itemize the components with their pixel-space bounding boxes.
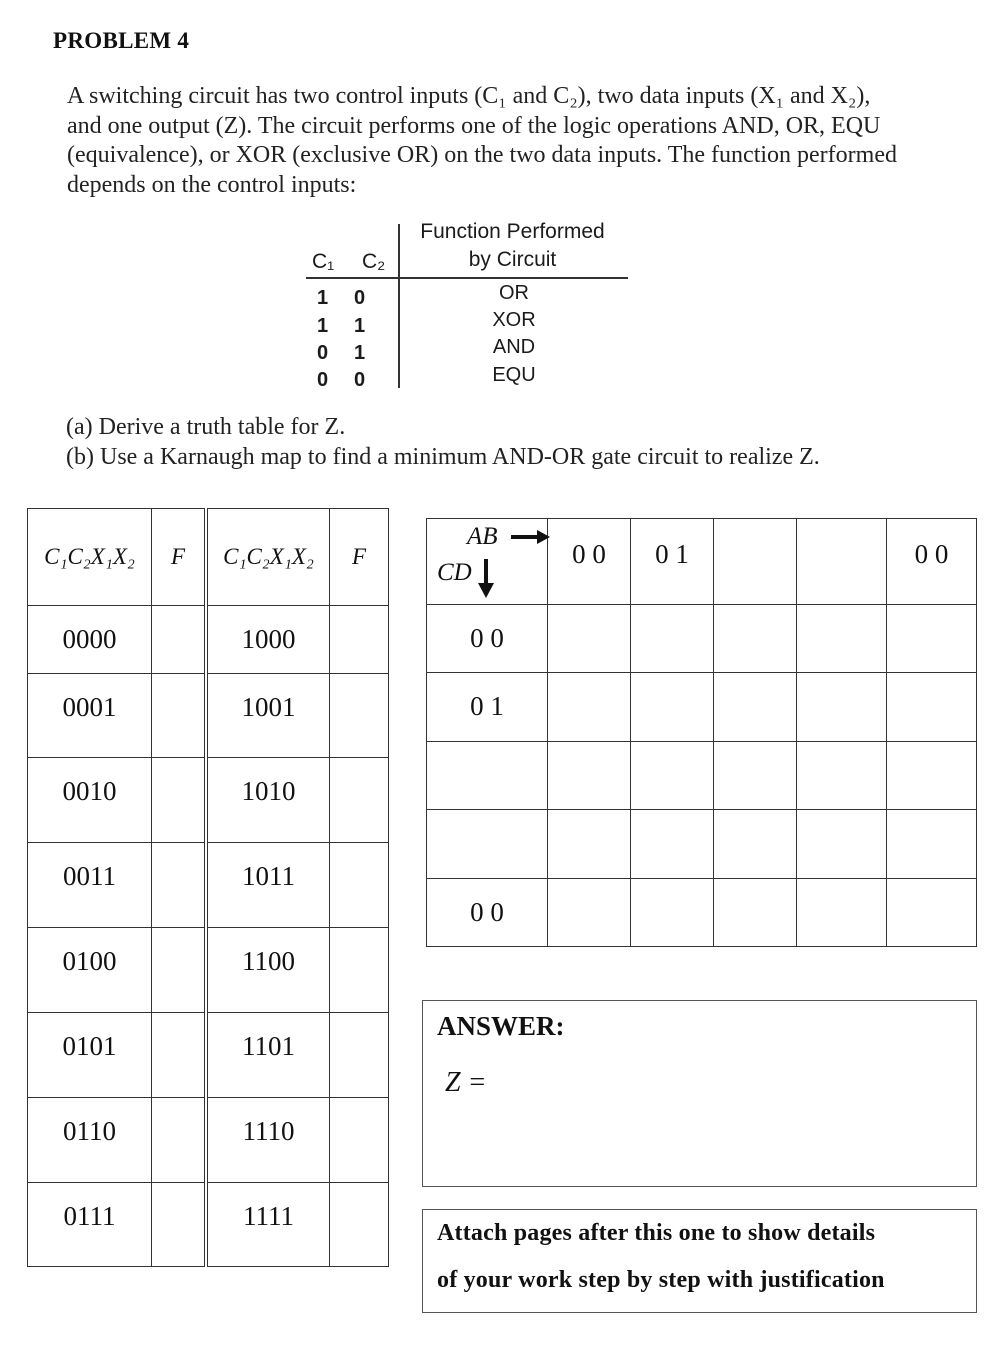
kmap-cell[interactable] <box>631 879 714 947</box>
kmap-cell[interactable] <box>548 742 631 810</box>
kmap-cell[interactable] <box>887 605 977 673</box>
tt-input-cell: 1101 <box>206 1013 330 1098</box>
kmap-row <box>427 605 977 673</box>
tt-input-cell: 0111 <box>28 1183 152 1267</box>
kmap-cell[interactable] <box>631 605 714 673</box>
table-row <box>28 1013 389 1098</box>
tt-output-cell[interactable] <box>330 606 389 674</box>
kmap-corner <box>427 519 548 605</box>
kmap-row <box>427 673 977 742</box>
tt-output-cell[interactable] <box>330 674 389 758</box>
control-c1-value: 1 <box>317 315 329 337</box>
tt-output-cell[interactable] <box>152 1098 207 1183</box>
answer-expression: Z = <box>445 1067 487 1098</box>
tt-input-cell: 1011 <box>206 843 330 928</box>
control-header-c1: C₁ <box>312 250 335 273</box>
kmap-cell[interactable] <box>797 742 887 810</box>
control-c1-value: 1 <box>317 287 329 309</box>
table-row <box>28 1098 389 1183</box>
kmap-cell[interactable] <box>887 742 977 810</box>
kmap-cell[interactable] <box>548 810 631 879</box>
control-c1-value: 0 <box>317 342 329 364</box>
tt-input-cell: 1001 <box>206 674 330 758</box>
tt-input-cell: 0011 <box>28 843 152 928</box>
down-arrow-icon <box>477 559 495 599</box>
kmap-row-header: 0 1 <box>427 673 548 742</box>
tt-input-cell: 1110 <box>206 1098 330 1183</box>
control-header-c2: C₂ <box>362 250 386 273</box>
tt-output-cell[interactable] <box>330 1013 389 1098</box>
kmap-col-header: 0 0 <box>548 519 631 605</box>
tt-output-cell[interactable] <box>152 843 207 928</box>
tt-header-inputs: C₁C₂X₁X₂ <box>206 509 330 606</box>
tt-input-cell: 0100 <box>28 928 152 1013</box>
control-header-divider <box>306 277 628 279</box>
intro-line: (equivalence), or XOR (exclusive OR) on the two data inputs. The function performed <box>67 142 897 168</box>
tt-output-cell[interactable] <box>330 758 389 843</box>
tt-input-cell: 0101 <box>28 1013 152 1098</box>
kmap-cd-label: CD <box>437 559 472 586</box>
kmap-cell[interactable] <box>548 605 631 673</box>
kmap-cell[interactable] <box>797 879 887 947</box>
answer-title: ANSWER: <box>437 1011 565 1041</box>
function-header-line2: by Circuit <box>468 248 557 271</box>
kmap-row-header <box>427 742 548 810</box>
kmap-cell[interactable] <box>631 742 714 810</box>
kmap-cell[interactable] <box>714 810 797 879</box>
control-c2-value: 1 <box>354 342 366 364</box>
control-function: OR <box>499 282 529 304</box>
kmap-col-header: 0 0 <box>887 519 977 605</box>
tt-header-output: F <box>152 509 207 606</box>
problem-intro <box>67 82 967 200</box>
kmap-cell[interactable] <box>548 879 631 947</box>
tt-input-cell: 1111 <box>206 1183 330 1267</box>
intro-line: depends on the control inputs: <box>67 171 357 198</box>
tt-output-cell[interactable] <box>152 1183 207 1267</box>
kmap-row <box>427 742 977 810</box>
tt-output-cell[interactable] <box>152 674 207 758</box>
control-function: EQU <box>492 364 536 386</box>
kmap-cell[interactable] <box>714 879 797 947</box>
kmap-row <box>427 810 977 879</box>
instructions-line2: of your work step by step with justification <box>437 1267 885 1293</box>
kmap-row-header: 0 0 <box>427 605 548 673</box>
instructions-line1: Attach pages after this one to show details <box>437 1220 876 1246</box>
tt-output-cell[interactable] <box>330 1098 389 1183</box>
instructions-box <box>422 1209 977 1313</box>
tt-input-cell: 0110 <box>28 1098 152 1183</box>
function-header-line1: Function Performed <box>420 220 605 243</box>
tt-input-cell: 1010 <box>206 758 330 843</box>
kmap-cell[interactable] <box>887 810 977 879</box>
right-arrow-icon <box>511 529 551 545</box>
intro-line: A switching circuit has two control inputs (C₁ and C₂), two data inputs (X₁ and X₂), <box>67 83 871 109</box>
problem-parts <box>66 412 820 472</box>
table-row <box>28 1183 389 1267</box>
answer-box[interactable] <box>422 1000 977 1187</box>
tt-output-cell[interactable] <box>330 1183 389 1267</box>
tt-input-cell: 0010 <box>28 758 152 843</box>
kmap-col-header <box>797 519 887 605</box>
control-c2-value: 1 <box>354 315 366 337</box>
kmap-col-header <box>714 519 797 605</box>
kmap-cell[interactable] <box>797 605 887 673</box>
table-row <box>28 928 389 1013</box>
tt-output-cell[interactable] <box>152 928 207 1013</box>
problem-title: PROBLEM 4 <box>53 28 190 53</box>
kmap-row-header <box>427 810 548 879</box>
control-function: AND <box>492 336 536 358</box>
tt-input-cell: 0001 <box>28 674 152 758</box>
kmap-cell[interactable] <box>714 673 797 742</box>
kmap-cell[interactable] <box>631 673 714 742</box>
kmap-cell[interactable] <box>797 810 887 879</box>
kmap-cell[interactable] <box>548 673 631 742</box>
kmap-cell[interactable] <box>887 879 977 947</box>
control-c1-value: 0 <box>317 369 329 391</box>
kmap-row-header: 0 0 <box>427 879 548 947</box>
tt-input-cell: 1000 <box>206 606 330 674</box>
control-c2-value: 0 <box>354 287 366 309</box>
tt-header-inputs: C₁C₂X₁X₂ <box>28 509 152 606</box>
kmap-cell[interactable] <box>714 605 797 673</box>
karnaugh-map <box>426 518 977 947</box>
kmap-col-header: 0 1 <box>631 519 714 605</box>
tt-header-output: F <box>330 509 389 606</box>
control-c2-value: 0 <box>354 369 366 391</box>
control-column-divider <box>398 224 400 388</box>
table-row <box>28 606 389 674</box>
part-a: (a) Derive a truth table for Z. <box>66 414 346 440</box>
kmap-cell[interactable] <box>714 742 797 810</box>
tt-output-cell[interactable] <box>330 843 389 928</box>
kmap-cell[interactable] <box>797 673 887 742</box>
part-b: (b) Use a Karnaugh map to find a minimum AND-OR gate circuit to realize Z. <box>66 444 820 470</box>
kmap-ab-label: AB <box>467 523 498 550</box>
kmap-cell[interactable] <box>887 673 977 742</box>
tt-input-cell: 0000 <box>28 606 152 674</box>
tt-output-cell[interactable] <box>152 606 207 674</box>
tt-output-cell[interactable] <box>152 1013 207 1098</box>
kmap-cell[interactable] <box>631 810 714 879</box>
intro-line: and one output (Z). The circuit performs one of the logic operations AND, OR, EQU <box>67 112 881 139</box>
kmap-row <box>427 879 977 947</box>
table-row <box>28 758 389 843</box>
table-row <box>28 843 389 928</box>
control-function: XOR <box>492 309 536 331</box>
table-row <box>28 674 389 758</box>
tt-input-cell: 1100 <box>206 928 330 1013</box>
truth-table <box>27 508 389 1267</box>
tt-output-cell[interactable] <box>330 928 389 1013</box>
tt-output-cell[interactable] <box>152 758 207 843</box>
